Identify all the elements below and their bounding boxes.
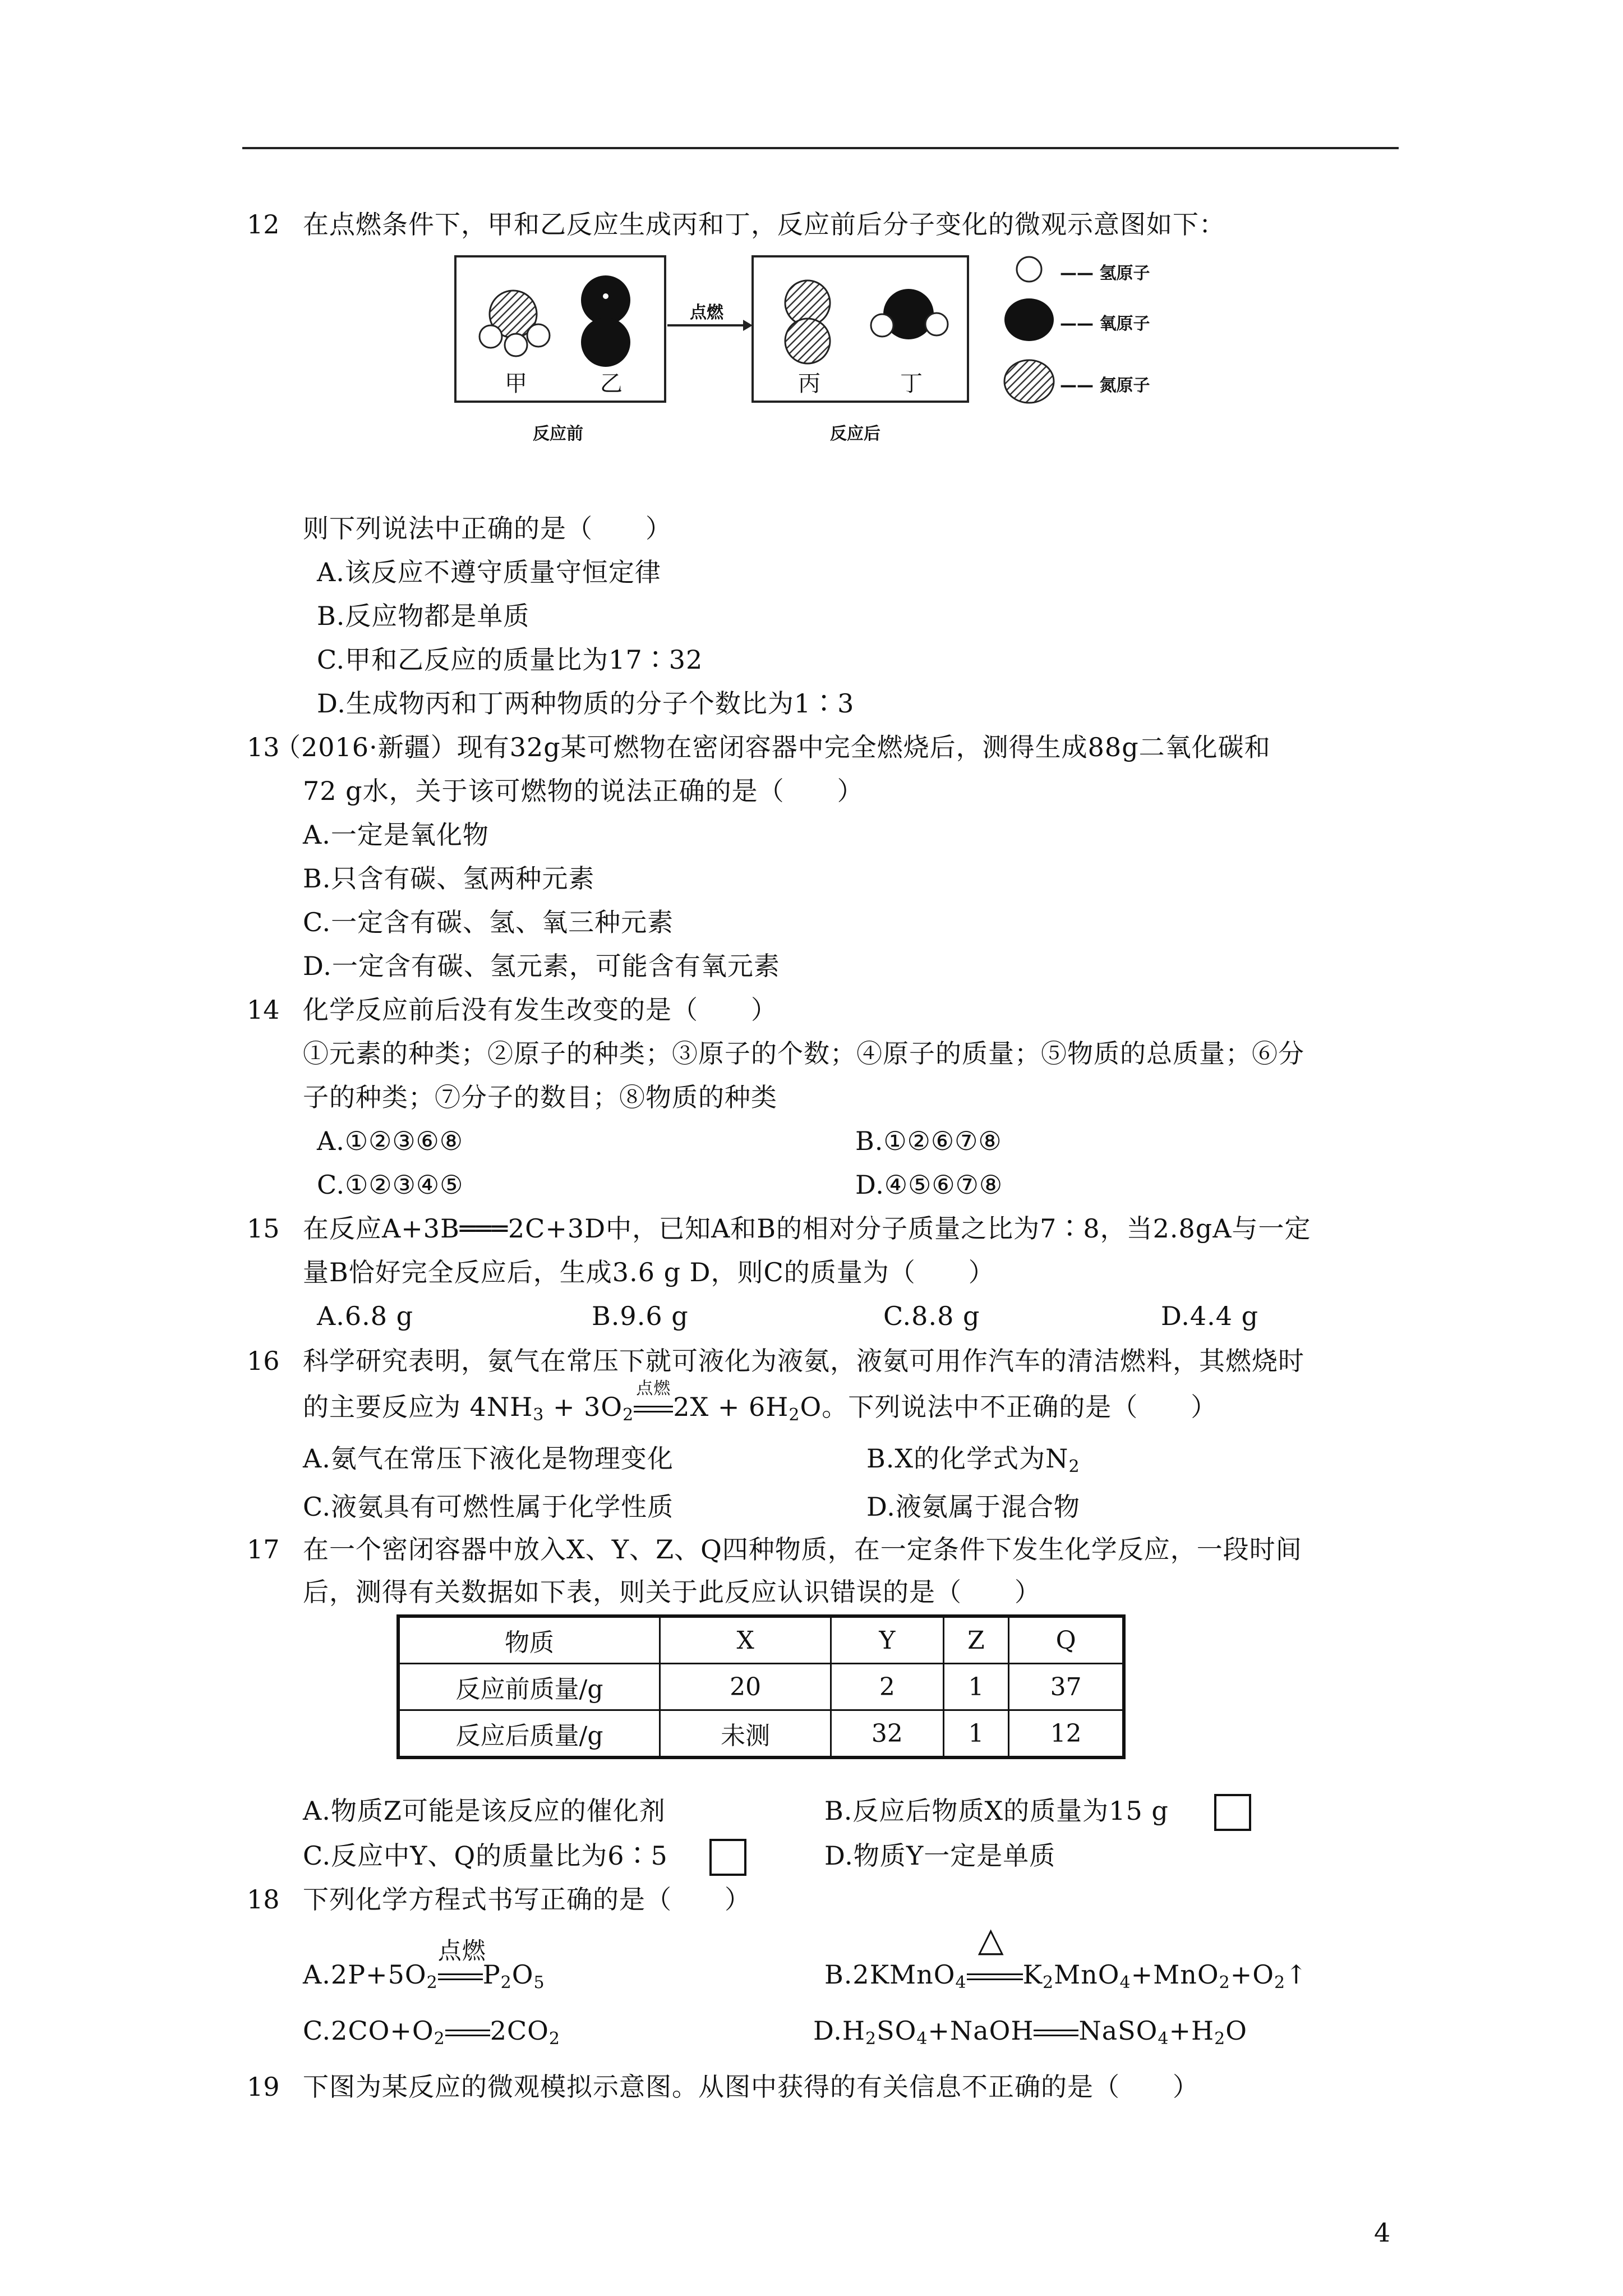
q18-option-c: $C.2CO+O_2$ $2CO_2$ xyxy=(303,2016,560,2049)
table-header-cell: 物质 xyxy=(398,1616,660,1664)
q18-number: 18 xyxy=(247,1884,280,1915)
q13-option-a: A.一定是氧化物 xyxy=(303,820,489,850)
q12-diagram xyxy=(443,247,1200,449)
label-yi: 乙 xyxy=(600,371,623,397)
q14-option-b: B.①②⑥⑦⑧ xyxy=(855,1126,1002,1156)
q12-number: 12 xyxy=(247,209,280,240)
table-header-cell: X xyxy=(660,1616,831,1664)
table-cell: 37 xyxy=(1009,1664,1124,1710)
page-number: 4 xyxy=(1374,2217,1391,2248)
q12-option-b: B.反应物都是单质 xyxy=(317,601,530,631)
q13-number: 13 xyxy=(247,732,280,762)
caption-before: 反应前 xyxy=(533,424,583,444)
q16-stem-2: 的主要反应为 $4NH_3 + 3O_2$ 点燃 $2X + 6H_2O$。下列说法中不正确的是（ ） xyxy=(303,1390,1217,1432)
legend-n: —— 氮原子 xyxy=(1060,376,1150,395)
table-header-cell: Q xyxy=(1009,1616,1124,1664)
q14-option-c: C.①②③④⑤ xyxy=(317,1170,464,1200)
q14-number: 14 xyxy=(247,995,280,1025)
q12-option-a: A.该反应不遵守质量守恒定律 xyxy=(317,557,661,587)
table-header-cell: Z xyxy=(943,1616,1009,1664)
header-rule xyxy=(242,147,1399,149)
q14-stem: 化学反应前后没有发生改变的是（ ） xyxy=(303,995,777,1025)
q18-option-d: $D.H_2SO_4+NaOH$ $NaSO_4+H_2O$ xyxy=(813,2016,1247,2049)
label-ding: 丁 xyxy=(900,371,923,397)
label-jia: 甲 xyxy=(505,371,527,397)
q13-stem-1: （2016·新疆）现有32g某可燃物在密闭容器中完全燃烧后，测得生成88g二氧化碳和 xyxy=(275,732,1271,762)
table-cell: 反应后质量/g xyxy=(398,1710,660,1758)
table-cell: 32 xyxy=(831,1710,943,1758)
q13-option-d: D.一定含有碳、氢元素，可能含有氧元素 xyxy=(303,951,780,981)
q12-ask: 则下列说法中正确的是（ ） xyxy=(303,513,672,544)
q13-option-c: C.一定含有碳、氢、氧三种元素 xyxy=(303,907,674,937)
q15-option-a: A.6.8 g xyxy=(317,1301,414,1331)
table-cell: 未测 xyxy=(660,1710,831,1758)
table-cell: 1 xyxy=(943,1710,1009,1758)
q19-number: 19 xyxy=(247,2072,280,2102)
answer-box[interactable] xyxy=(1214,1794,1251,1831)
q17-data-table xyxy=(396,1614,1126,1759)
q17-option-a: A.物质Z可能是该反应的催化剂 xyxy=(303,1796,666,1826)
q17-stem-1: 在一个密闭容器中放入X、Y、Z、Q四种物质，在一定条件下发生化学反应，一段时间 xyxy=(303,1534,1302,1565)
q16-condition: 点燃 xyxy=(636,1379,671,1398)
table-cell: 反应前质量/g xyxy=(398,1664,660,1710)
q16-option-a: A.氨气在常压下液化是物理变化 xyxy=(303,1443,674,1474)
table-header-cell: Y xyxy=(831,1616,943,1664)
q12-option-d: D.生成物丙和丁两种物质的分子个数比为1∶3 xyxy=(317,688,855,719)
table-cell: 2 xyxy=(831,1664,943,1710)
answer-box[interactable] xyxy=(709,1839,746,1876)
q14-option-a: A.①②③⑥⑧ xyxy=(317,1126,464,1156)
q18-b-condition: △ xyxy=(978,1920,1004,1959)
q19-stem: 下图为某反应的微观模拟示意图。从图中获得的有关信息不正确的是（ ） xyxy=(303,2072,1199,2102)
table-row xyxy=(398,1710,1124,1758)
q14-line-1: ①元素的种类；②原子的种类；③原子的个数；④原子的质量；⑤物质的总质量；⑥分 xyxy=(303,1038,1304,1069)
q15-stem-2: 量B恰好完全反应后，生成3.6 g D，则C的质量为（ ） xyxy=(303,1257,995,1287)
q15-number: 15 xyxy=(247,1213,280,1244)
q15-option-b: B.9.6 g xyxy=(592,1301,689,1331)
table-cell: 12 xyxy=(1009,1710,1124,1758)
q14-option-d: D.④⑤⑥⑦⑧ xyxy=(855,1170,1003,1200)
q18-option-a: $A.2P+5O_2$ 点燃 $P_2O_5$ xyxy=(303,1958,545,2000)
legend-h: —— 氢原子 xyxy=(1060,264,1150,283)
q13-option-b: B.只含有碳、氢两种元素 xyxy=(303,863,595,894)
q14-line-2: 子的种类；⑦分子的数目；⑧物质的种类 xyxy=(303,1082,777,1112)
q17-option-d: D.物质Y一定是单质 xyxy=(824,1841,1056,1871)
q18-option-b: B.2KMnO$_4$ △ $K_2MnO_4+MnO_2+O_2↑$ xyxy=(824,1920,1308,1993)
q17-number: 17 xyxy=(247,1534,280,1565)
table-row xyxy=(398,1664,1124,1710)
arrow-label: 点燃 xyxy=(690,303,723,323)
q15-option-c: C.8.8 g xyxy=(883,1301,980,1331)
q18-stem: 下列化学方程式书写正确的是（ ） xyxy=(303,1884,751,1915)
q16-option-d: D.液氨属于混合物 xyxy=(866,1492,1080,1522)
q12-option-c: C.甲和乙反应的质量比为17∶32 xyxy=(317,645,703,675)
q16-option-b: B.X的化学式为$N_2$ xyxy=(866,1443,1080,1476)
q17-stem-2: 后，测得有关数据如下表，则关于此反应认识错误的是（ ） xyxy=(303,1577,1041,1607)
caption-after: 反应后 xyxy=(830,424,880,444)
table-cell: 20 xyxy=(660,1664,831,1710)
q16-stem-1: 科学研究表明，氨气在常压下就可液化为液氨，液氨可用作汽车的清洁燃料，其燃烧时 xyxy=(303,1346,1304,1376)
q17-option-c: C.反应中Y、Q的质量比为6∶5 xyxy=(303,1841,668,1871)
q12-stem: 在点燃条件下，甲和乙反应生成丙和丁，反应前后分子变化的微观示意图如下： xyxy=(303,209,1225,240)
q18-a-condition: 点燃 xyxy=(437,1937,486,1964)
table-cell: 1 xyxy=(943,1664,1009,1710)
q16-number: 16 xyxy=(247,1346,280,1376)
q15-stem-1: 在反应A+3B═══2C+3D中，已知A和B的相对分子质量之比为7∶8，当2.8gA与一定 xyxy=(303,1213,1311,1244)
label-bing: 丙 xyxy=(798,371,820,397)
legend-o: —— 氧原子 xyxy=(1060,314,1150,334)
q13-stem-2: 72 g水，关于该可燃物的说法正确的是（ ） xyxy=(303,776,864,806)
q17-option-b: B.反应后物质X的质量为15 g xyxy=(824,1796,1169,1826)
table-header-row xyxy=(398,1616,1124,1664)
q16-option-c: C.液氨具有可燃性属于化学性质 xyxy=(303,1492,674,1522)
q15-option-d: D.4.4 g xyxy=(1161,1301,1259,1331)
